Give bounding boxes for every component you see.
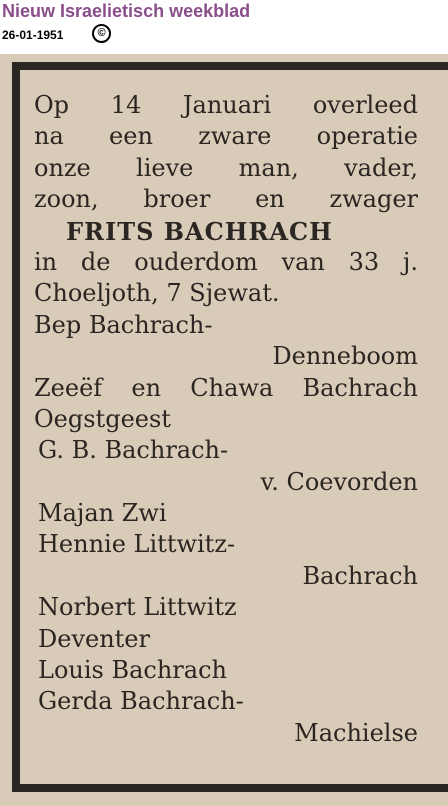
family-name-line: v. Coevorden xyxy=(260,467,418,496)
family-name-line: Gerda Bachrach- xyxy=(38,687,244,716)
family-name-line: Hennie Littwitz- xyxy=(38,530,236,559)
publication-date: 26-01-1951 xyxy=(2,28,64,42)
notice-line: onze lieve man, vader, xyxy=(34,153,418,182)
notice-line: Choeljoth, 7 Sjewat. xyxy=(34,279,280,308)
notice-line: zoon, broer en zwager xyxy=(34,185,418,214)
notice-line: in de ouderdom van 33 j. xyxy=(34,247,418,276)
family-name-line: Norbert Littwitz xyxy=(38,593,237,622)
border-top-rule xyxy=(12,62,448,70)
notice-line: na een zware operatie xyxy=(34,122,418,151)
family-name-line: Bachrach xyxy=(302,561,418,590)
family-name-line: Denneboom xyxy=(272,342,418,371)
family-name-line: Machielse xyxy=(294,718,418,747)
notice-line: Op 14 Januari overleed xyxy=(34,91,418,119)
family-name-line: Zeeëf en Chawa Bachrach xyxy=(34,373,418,402)
obituary-notice xyxy=(34,90,418,749)
border-left-rule xyxy=(12,62,20,792)
family-name-line: Louis Bachrach xyxy=(38,656,227,685)
page-header xyxy=(0,0,448,54)
family-place-line: Deventer xyxy=(38,624,150,653)
publication-title[interactable]: Nieuw Israelietisch weekblad xyxy=(2,1,251,21)
family-place-line: Oegstgeest xyxy=(34,404,171,433)
family-name-line: Bep Bachrach- xyxy=(34,310,213,339)
family-name-line: G. B. Bachrach- xyxy=(38,436,229,465)
copyright-icon[interactable]: © xyxy=(92,24,111,43)
deceased-name: FRITS BACHRACH xyxy=(66,216,333,246)
border-bottom-rule xyxy=(12,784,448,792)
family-name-line: Majan Zwi xyxy=(38,499,167,528)
